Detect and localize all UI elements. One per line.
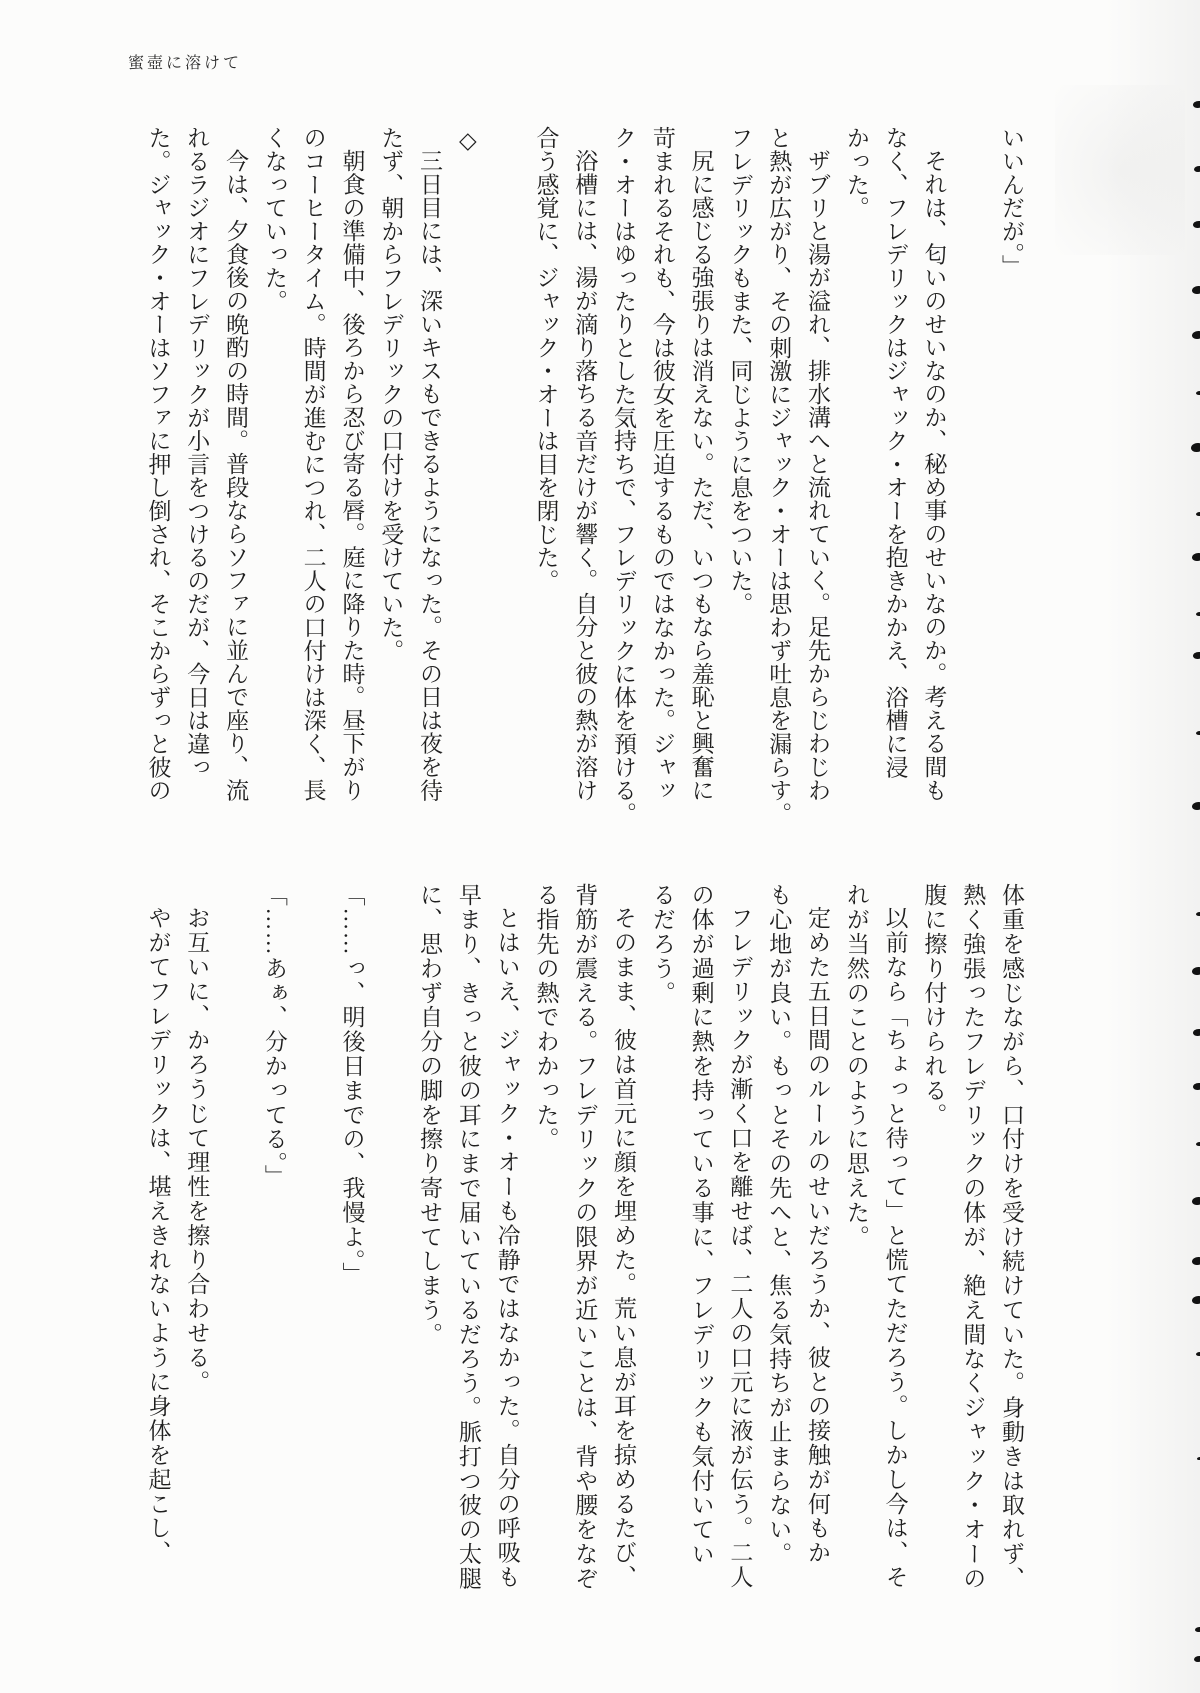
binding-speck: [1196, 512, 1200, 516]
text-column: 定めた五日間のルールのせいだろうか、彼との接触が何もか: [805, 906, 831, 1565]
text-column: と熱が広がり、その刺激にジャック・オーは思わず吐息を漏らす。: [766, 126, 792, 825]
text-block-top: [138, 126, 1030, 838]
binding-speck: [1195, 1627, 1200, 1632]
text-column: 浴槽には、湯が滴り落ちる音だけが響く。自分と彼の熱が溶け: [572, 149, 598, 802]
text-column: 腹に擦り付けられる。: [921, 883, 947, 1127]
text-column: 「……あぁ、分かってる。」: [261, 883, 287, 1189]
text-column: た。ジャック・オーはソファに押し倒され、そこからずっと彼の: [145, 126, 171, 802]
binding-speck: [1196, 391, 1200, 395]
text-column: いいんだが。」: [999, 126, 1024, 278]
text-column: に、思わず自分の脚を擦り寄せてしまう。: [417, 883, 443, 1347]
text-column: お互いに、かろうじて理性を擦り合わせる。: [184, 906, 210, 1394]
text-column: 苛まれるそれも、今は彼女を圧迫するものではなかった。ジャッ: [649, 126, 675, 802]
text-column: 三日目には、深いキスもできるようになった。その日は夜を待: [417, 149, 443, 802]
text-column: 熱く強張ったフレデリックの体が、絶え間なくジャック・オーの: [960, 883, 986, 1591]
binding-speck: [1192, 331, 1200, 339]
empty-column: [952, 126, 991, 838]
text-column: とはいえ、ジャック・オーも冷静ではなかった。自分の呼吸も: [494, 906, 520, 1590]
empty-column: [487, 126, 526, 838]
binding-speck: [1196, 912, 1200, 916]
text-column: なく、フレデリックはジャック・オーを抱きかかえ、浴槽に浸: [882, 126, 908, 779]
scan-smudge: [1055, 85, 1185, 255]
binding-speck: [1192, 802, 1200, 810]
text-column: 合う感覚に、ジャック・オーは目を閉じた。: [533, 126, 559, 592]
binding-speck: [1194, 166, 1200, 172]
binding-speck: [1193, 1029, 1200, 1036]
text-column: フレデリックもまた、同じように息をついた。: [727, 126, 753, 616]
text-column: 背筋が震える。フレデリックの限界が近いことは、背や腰をなぞ: [572, 883, 598, 1591]
text-column: 以前なら「ちょっと待って」と慌てただろう。しかし今は、そ: [882, 906, 908, 1590]
text-column: ク・オーはゆったりとした気持ちで、フレデリックに体を預ける。: [611, 126, 637, 825]
text-column: くなっていった。: [261, 126, 287, 313]
text-column: るだろう。: [649, 883, 675, 1005]
text-column: 尻に感じる強張りは消えない。ただ、いつもなら羞恥と興奮に: [688, 149, 714, 802]
text-column: 「……っ、明後日までの、我慢よ。」: [339, 883, 365, 1287]
text-column: たず、朝からフレデリックの口付けを受けていた。: [378, 126, 404, 662]
text-column: 早まり、きっと彼の耳にまで届いているだろう。脈打つ彼の太腿: [455, 883, 481, 1591]
empty-column: [215, 883, 254, 1603]
page-title: 蜜壺に溶けて: [128, 55, 243, 72]
text-column: かった。: [843, 126, 869, 220]
binding-speck: [1192, 1197, 1200, 1205]
text-column: そのまま、彼は首元に顔を埋めた。荒い息が耳を掠めるたび、: [611, 906, 637, 1590]
binding-speck: [1192, 967, 1200, 975]
text-column: 今は、夕食後の晩酌の時間。普段ならソファに並んで座り、流: [223, 149, 249, 802]
binding-speck: [1193, 101, 1200, 108]
text-column: れるラジオにフレデリックが小言をつけるのだが、今日は違っ: [184, 126, 210, 779]
section-divider: ◇: [455, 128, 481, 155]
text-column: やがてフレデリックは、堪えきれないように身体を起こし、: [145, 906, 171, 1565]
text-column: のコーヒータイム。時間が進むにつれ、二人の口付けは深く、長: [300, 126, 326, 802]
text-column: フレデリックが漸く口を離せば、二人の口元に液が伝う。二人: [727, 906, 753, 1590]
text-block-bottom: [138, 883, 1030, 1603]
binding-speck: [1193, 652, 1200, 659]
text-column: 朝食の準備中、後ろから忍び寄る唇。庭に降りた時。昼下がり: [339, 149, 365, 802]
binding-speck: [1191, 443, 1200, 452]
text-column: それは、匂いのせいなのか、秘め事のせいなのか。考える間も: [921, 149, 947, 802]
binding-speck: [1196, 1142, 1200, 1146]
binding-speck: [1192, 1257, 1200, 1265]
scan-edge-shade: [1105, 0, 1200, 1693]
text-column: ザブリと湯が溢れ、排水溝へと流れていく。足先からじわじわ: [805, 149, 831, 802]
text-column: の体が過剰に熱を持っている事に、フレデリックも気付いてい: [688, 883, 714, 1567]
binding-speck: [1196, 1352, 1200, 1356]
binding-speck: [1196, 731, 1200, 735]
text-column: も心地が良い。もっとその先へと、焦る気持ちが止まらない。: [766, 883, 792, 1567]
text-column: る指先の熱でわかった。: [533, 883, 559, 1152]
binding-speck: [1193, 1083, 1200, 1090]
empty-column: [293, 883, 332, 1603]
empty-column: [370, 883, 409, 1603]
binding-speck: [1196, 612, 1200, 616]
binding-speck: [1193, 221, 1200, 228]
binding-speck: [1192, 1296, 1200, 1304]
binding-speck: [1192, 553, 1200, 561]
text-column: れが当然のことのように思えた。: [843, 883, 869, 1249]
text-column: 体重を感じながら、口付けを受け続けていた。身動きは取れず、: [999, 883, 1024, 1591]
binding-speck: [1192, 286, 1200, 294]
binding-speck: [1194, 1656, 1200, 1662]
